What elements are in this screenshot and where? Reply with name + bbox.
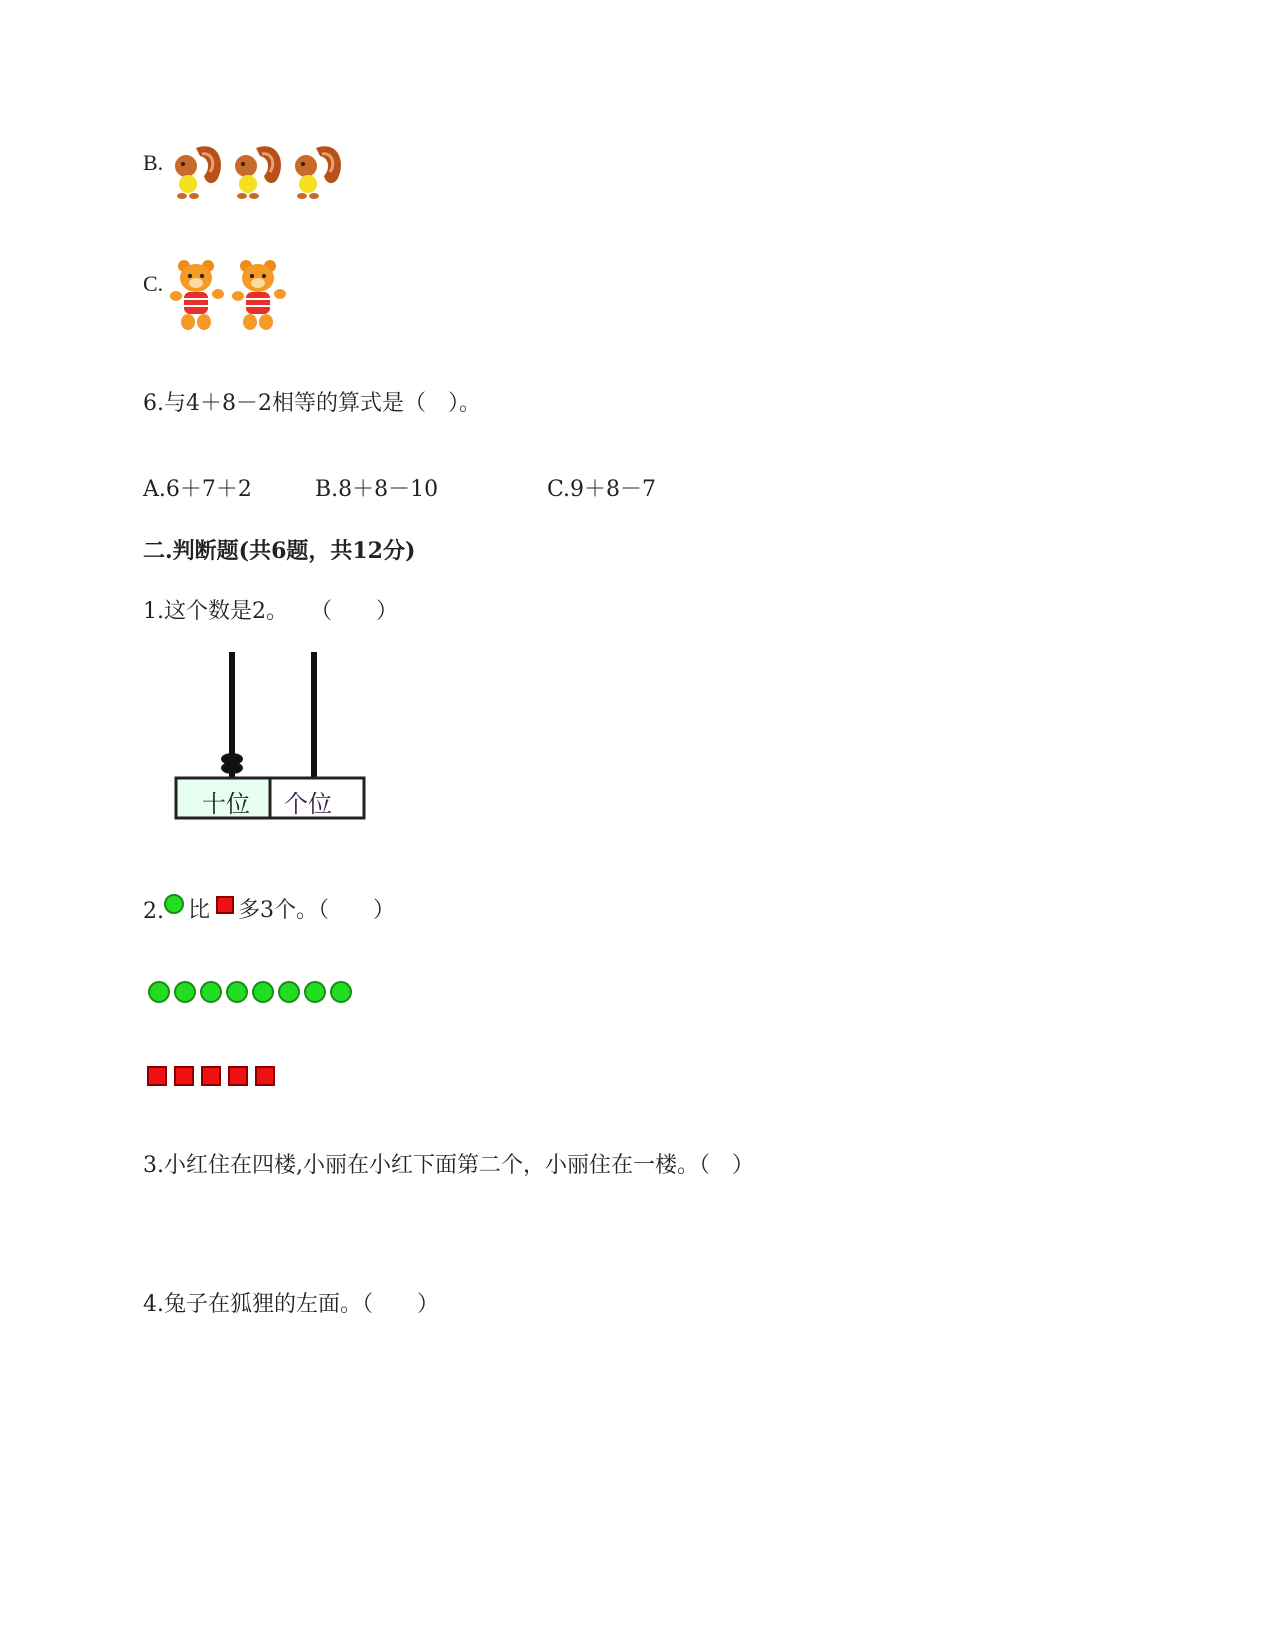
option-b-label: B. xyxy=(143,150,164,175)
green-circle-icon xyxy=(148,981,170,1003)
green-circle-icon xyxy=(330,981,352,1003)
q6-question: 6.与4＋8－2相等的算式是（ ）。 xyxy=(143,391,481,416)
green-circle-icon xyxy=(174,981,196,1003)
red-square-icon xyxy=(201,1066,221,1086)
q6-option-a: A.6＋7＋2 xyxy=(143,477,252,502)
green-circle-icon xyxy=(226,981,248,1003)
squirrel-icon xyxy=(226,140,286,202)
option-c-bears xyxy=(166,258,290,332)
option-b xyxy=(143,150,163,176)
section-heading: 二.判断题(共6题，共12分) xyxy=(143,538,416,564)
red-square-icon xyxy=(216,896,234,914)
option-b-squirrels xyxy=(166,140,346,202)
red-squares-row xyxy=(147,1066,275,1086)
option-c xyxy=(143,271,163,297)
squirrel-icon xyxy=(166,140,226,202)
judge2-middle: 比 xyxy=(188,898,211,923)
ones-label: 个位 xyxy=(284,790,332,818)
bear-icon xyxy=(166,258,228,332)
tens-bead xyxy=(221,753,243,765)
red-square-icon xyxy=(147,1066,167,1086)
squirrel-icon xyxy=(286,140,346,202)
green-circle-icon xyxy=(164,894,184,914)
judge3-question: 3.小红住在四楼,小丽在小红下面第二个，小丽住在一楼。（ ） xyxy=(143,1153,754,1178)
green-circle-icon xyxy=(200,981,222,1003)
judge2-prefix: 2. xyxy=(143,899,164,924)
red-square-icon xyxy=(228,1066,248,1086)
red-square-icon xyxy=(255,1066,275,1086)
tens-label: 十位 xyxy=(202,790,250,818)
judge4-question: 4.兔子在狐狸的左面。（ ） xyxy=(143,1292,439,1317)
green-circle-icon xyxy=(252,981,274,1003)
green-circle-icon xyxy=(278,981,300,1003)
abacus xyxy=(174,650,366,822)
q6-option-c: C.9＋8－7 xyxy=(547,477,657,502)
green-circles-row xyxy=(148,981,352,1003)
green-circle-icon xyxy=(304,981,326,1003)
bear-icon xyxy=(228,258,290,332)
option-c-label: C. xyxy=(143,271,164,296)
judge2-question xyxy=(143,893,395,924)
judge1-question: 1.这个数是2。 （ ） xyxy=(143,599,398,624)
q6-option-b: B.8＋8－10 xyxy=(315,477,439,502)
judge2-suffix: 多3个。（ ） xyxy=(238,898,396,923)
red-square-icon xyxy=(174,1066,194,1086)
